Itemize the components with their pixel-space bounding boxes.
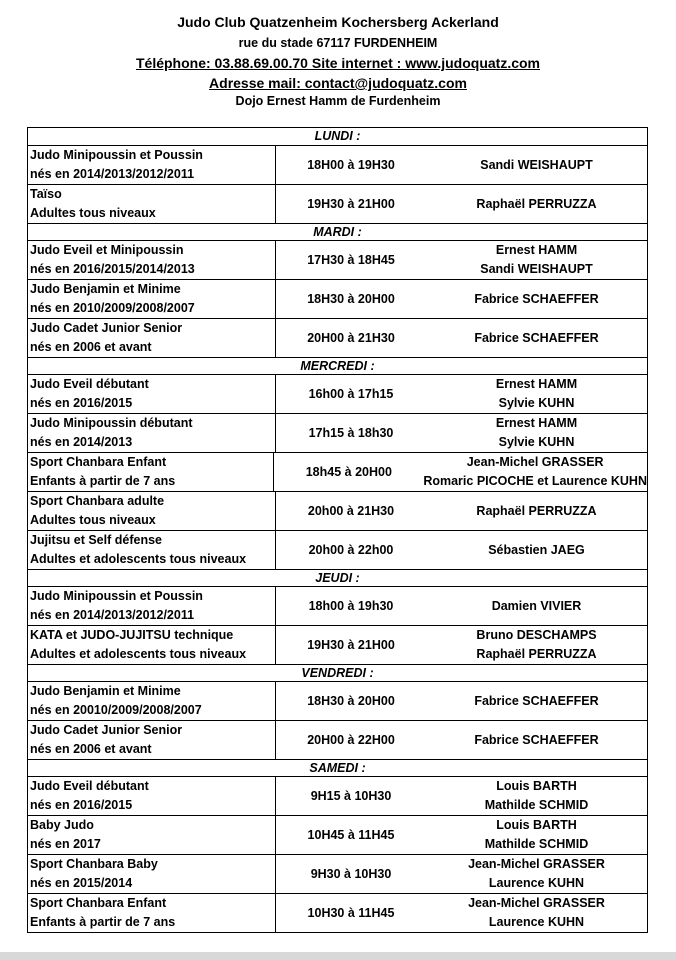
coach-name: Laurence KUHN [488,876,585,890]
session-title: Sport Chanbara adulte [30,494,165,508]
day-header: LUNDI : [314,129,361,143]
session-time: 18h45 à 20H00 [305,465,392,479]
coach-name: Fabrice SCHAEFFER [474,732,599,747]
dojo-name: Dojo Ernest Hamm de Furdenheim [235,94,441,108]
coach-name: Sylvie KUHN [498,396,575,410]
page-bottom-edge [0,952,676,960]
session-description [28,492,276,530]
session-description [28,280,276,318]
session-coaches [426,146,647,184]
session-description [28,453,274,491]
session-row [28,586,647,625]
session-description [28,626,276,664]
session-row [28,854,647,893]
session-description [28,894,276,932]
session-row [28,893,647,932]
session-coaches [426,280,647,318]
session-time: 18H00 à 19H30 [307,158,395,172]
session-title: Judo Minipoussin et Poussin [30,589,203,603]
session-time: 16h00 à 17h15 [308,387,394,401]
session-title: Judo Benjamin et Minime [30,282,181,296]
session-time: 17H30 à 18H45 [307,253,395,267]
session-description [28,319,276,357]
session-coaches [426,816,647,854]
session-audience: Adultes et adolescents tous niveaux [30,647,247,661]
coach-name: Sandi WEISHAUPT [480,157,593,172]
session-title: Sport Chanbara Enfant [30,455,167,469]
coach-name: Raphaël PERRUZZA [476,647,597,661]
session-time: 18h00 à 19h30 [308,599,394,613]
session-time: 9H15 à 10H30 [310,789,392,803]
day-header: SAMEDI : [28,759,647,776]
session-audience: nés en 2016/2015/2014/2013 [30,262,195,276]
coach-name: Fabrice SCHAEFFER [474,291,599,306]
session-audience: nés en 2014/2013 [30,435,133,449]
session-audience: Enfants à partir de 7 ans [30,474,176,488]
session-row [28,776,647,815]
session-coaches [426,414,647,452]
coach-name: Ernest HAMM [495,377,578,391]
session-description [28,587,276,625]
session-audience: nés en 2016/2015 [30,396,133,410]
session-coaches [426,531,647,569]
session-audience: Adultes et adolescents tous niveaux [30,552,247,566]
session-row [28,530,647,569]
session-title: Judo Cadet Junior Senior [30,723,183,737]
session-title: Judo Eveil et Minipoussin [30,243,184,257]
session-row [28,413,647,452]
session-description [28,146,276,184]
coach-name: Raphaël PERRUZZA [476,196,597,211]
day-header: JEUDI : [28,569,647,586]
coach-name: Raphaël PERRUZZA [476,503,597,518]
session-coaches [426,777,647,815]
session-description [28,414,276,452]
session-title: KATA et JUDO-JUJITSU technique [30,628,234,642]
session-description [28,721,276,759]
session-title: Taïso [30,187,62,201]
session-row [28,681,647,720]
session-title: Judo Benjamin et Minime [30,684,181,698]
session-time: 19H30 à 21H00 [307,638,395,652]
session-time: 20H00 à 21H30 [307,331,395,345]
session-time: 19H30 à 21H00 [307,197,395,211]
day-header: MARDI : [28,223,647,240]
coach-name: Mathilde SCHMID [484,798,589,812]
session-audience: Enfants à partir de 7 ans [30,915,176,929]
session-audience: nés en 2015/2014 [30,876,133,890]
session-coaches [426,185,647,223]
session-audience: nés en 20010/2009/2008/2007 [30,703,202,717]
contact-phone-website[interactable]: Téléphone: 03.88.69.00.70 Site internet : www.judoquatz.com [135,55,541,71]
session-audience: nés en 2016/2015 [30,798,133,812]
session-time: 20h00 à 22h00 [308,543,394,557]
coach-name: Jean-Michel GRASSER [468,857,605,871]
session-row [28,625,647,664]
session-audience: Adultes tous niveaux [30,513,156,527]
session-description [28,777,276,815]
session-description [28,185,276,223]
session-title: Jujitsu et Self défense [30,533,162,547]
session-coaches [426,241,647,279]
club-name: Judo Club Quatzenheim Kochersberg Ackerland [177,14,499,30]
session-row [28,374,647,413]
session-description [28,241,276,279]
session-row [28,184,647,223]
session-title: Baby Judo [30,818,94,832]
coach-name: Sylvie KUHN [498,435,575,449]
coach-name: Fabrice SCHAEFFER [474,330,599,345]
session-title: Judo Eveil débutant [30,377,149,391]
session-time: 17h15 à 18h30 [308,426,394,440]
day-header: VENDREDI : [28,664,647,681]
session-coaches [426,855,647,893]
session-coaches [426,492,647,530]
session-description [28,816,276,854]
session-row [28,145,647,184]
session-title: Sport Chanbara Enfant [30,896,167,910]
session-time: 10H45 à 11H45 [307,828,395,842]
session-title: Judo Eveil débutant [30,779,149,793]
session-audience: nés en 2006 et avant [30,742,152,756]
session-row [28,452,647,491]
coach-name: Ernest HAMM [495,416,578,430]
coach-name: Sandi WEISHAUPT [480,262,593,276]
session-coaches [426,682,647,720]
coach-name: Laurence KUHN [488,915,585,929]
session-coaches [426,626,647,664]
session-coaches [423,453,647,491]
session-time: 18H30 à 20H00 [307,694,395,708]
session-coaches [426,721,647,759]
coach-name: Louis BARTH [496,779,577,793]
session-audience: Adultes tous niveaux [30,206,156,220]
session-audience: nés en 2010/2009/2008/2007 [30,301,195,315]
coach-name: Sébastien JAEG [488,542,585,557]
coach-name: Romaric PICOCHE et Laurence KUHN [423,474,647,488]
session-row [28,720,647,759]
session-description [28,531,276,569]
coach-name: Bruno DESCHAMPS [476,628,597,642]
session-coaches [426,375,647,413]
coach-name: Mathilde SCHMID [484,837,589,851]
session-time: 10H30 à 11H45 [307,906,395,920]
day-header: MERCREDI : [28,357,647,374]
session-time: 20h00 à 21H30 [307,504,395,518]
session-time: 9H30 à 10H30 [310,867,392,881]
contact-email[interactable]: Adresse mail: contact@judoquatz.com [209,75,467,91]
coach-name: Fabrice SCHAEFFER [474,693,599,708]
session-row [28,815,647,854]
session-title: Judo Minipoussin débutant [30,416,193,430]
session-coaches [426,319,647,357]
session-title: Judo Minipoussin et Poussin [30,148,203,162]
coach-name: Jean-Michel GRASSER [466,455,604,469]
session-coaches [426,587,647,625]
session-title: Judo Cadet Junior Senior [30,321,183,335]
session-row [28,318,647,357]
club-address: rue du stade 67117 FURDENHEIM [238,36,438,50]
session-description [28,375,276,413]
session-title: Sport Chanbara Baby [30,857,158,871]
session-row [28,279,647,318]
session-time: 20H00 à 22H00 [307,733,395,747]
session-row [28,491,647,530]
session-audience: nés en 2014/2013/2012/2011 [30,167,195,181]
session-description [28,855,276,893]
session-description [28,682,276,720]
coach-name: Jean-Michel GRASSER [468,896,605,910]
session-row [28,240,647,279]
session-audience: nés en 2006 et avant [30,340,152,354]
coach-name: Damien VIVIER [491,598,582,613]
coach-name: Ernest HAMM [495,243,578,257]
session-audience: nés en 2017 [30,837,101,851]
session-time: 18H30 à 20H00 [307,292,395,306]
session-audience: nés en 2014/2013/2012/2011 [30,608,195,622]
session-coaches [426,894,647,932]
schedule-table [27,127,648,933]
coach-name: Louis BARTH [496,818,577,832]
